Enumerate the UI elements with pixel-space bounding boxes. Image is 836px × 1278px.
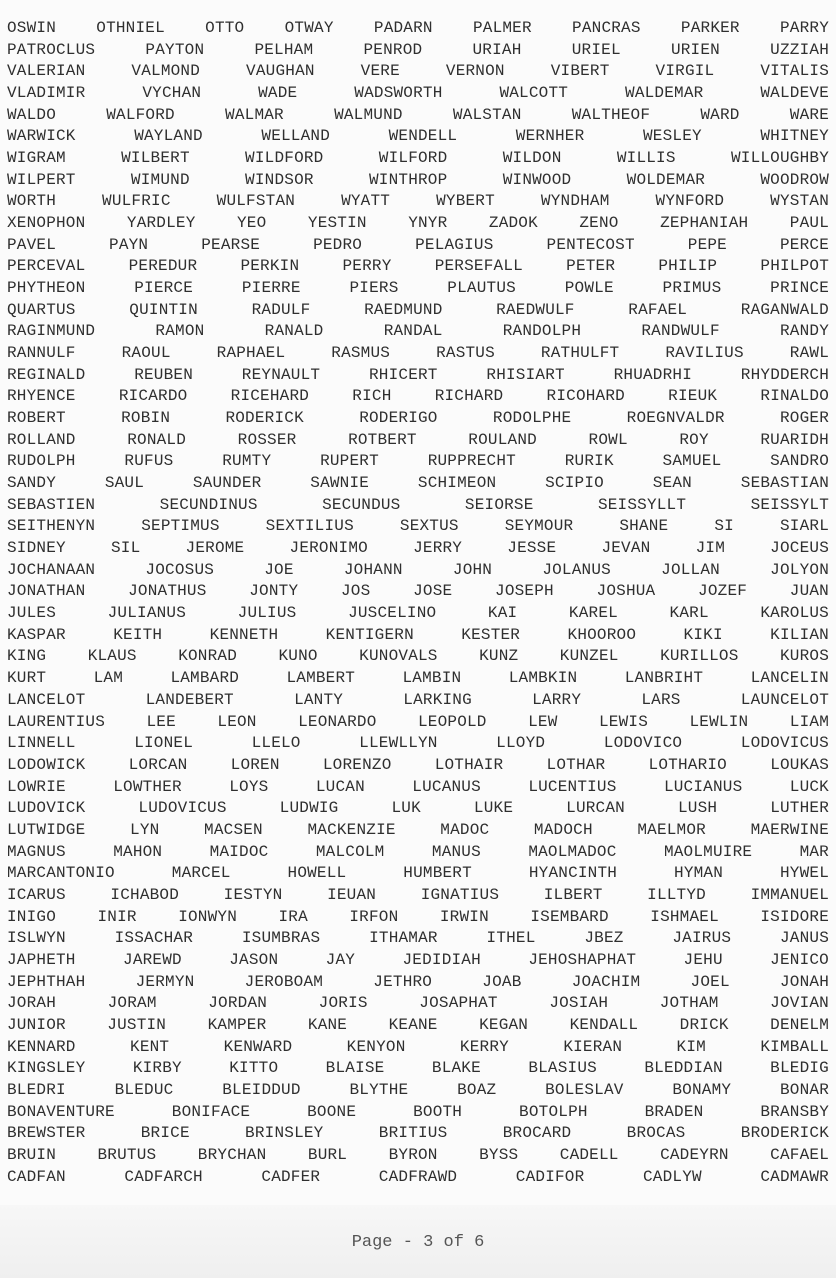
text-line: KURT LAM LAMBARD LAMBERT LAMBIN LAMBKIN LANBRIHT LANCELIN — [7, 669, 829, 688]
text-line: ISLWYN ISSACHAR ISUMBRAS ITHAMAR ITHEL JBEZ JAIRUS JANUS — [7, 929, 829, 948]
text-line: JORAH JORAM JORDAN JORIS JOSAPHAT JOSIAH JOTHAM JOVIAN — [7, 994, 829, 1013]
text-line: WILPERT WIMUND WINDSOR WINTHROP WINWOOD WOLDEMAR WOODROW — [7, 170, 829, 189]
text-line: JONATHAN JONATHUS JONTY JOS JOSE JOSEPH JOSHUA JOZEF JUAN — [7, 582, 829, 601]
text-line: VLADIMIR VYCHAN WADE WADSWORTH WALCOTT WALDEMAR WALDEVE — [7, 84, 829, 103]
text-line: XENOPHON YARDLEY YEO YESTIN YNYR ZADOK ZENO ZEPHANIAH PAUL — [7, 214, 829, 233]
text-line: KENNARD KENT KENWARD KENYON KERRY KIERAN KIM KIMBALL — [7, 1037, 829, 1056]
text-line: KING KLAUS KONRAD KUNO KUNOVALS KUNZ KUNZEL KURILLOS KUROS — [7, 647, 829, 666]
text-line: ROBERT ROBIN RODERICK RODERIGO RODOLPHE ROEGNVALDR ROGER — [7, 409, 829, 428]
text-line: RAGINMUND RAMON RANALD RANDAL RANDOLPH RANDWULF RANDY — [7, 322, 829, 341]
text-line: OSWIN OTHNIEL OTTO OTWAY PADARN PALMER PANCRAS PARKER PARRY — [7, 19, 829, 37]
text-line: WIGRAM WILBERT WILDFORD WILFORD WILDON WILLIS WILLOUGHBY — [7, 149, 829, 168]
text-line: SEITHENYN SEPTIMUS SEXTILIUS SEXTUS SEYMOUR SHANE SI SIARL — [7, 517, 829, 536]
text-line: INIGO INIR IONWYN IRA IRFON IRWIN ISEMBARD ISHMAEL ISIDORE — [7, 907, 829, 926]
page-number: Page - 3 of 6 — [351, 1233, 485, 1252]
text-line: CADFAN CADFARCH CADFER CADFRAWD CADIFOR CADLYW CADMAWR — [7, 1167, 829, 1186]
text-line: SIDNEY SIL JEROME JERONIMO JERRY JESSE JEVAN JIM JOCEUS — [7, 539, 829, 558]
text-line: BREWSTER BRICE BRINSLEY BRITIUS BROCARD BROCAS BRODERICK — [7, 1124, 829, 1143]
text-line: PAVEL PAYN PEARSE PEDRO PELAGIUS PENTECOST PEPE PERCE — [7, 235, 829, 254]
text-line: RUDOLPH RUFUS RUMTY RUPERT RUPPRECHT RURIK SAMUEL SANDRO — [7, 452, 829, 471]
text-line: KINGSLEY KIRBY KITTO BLAISE BLAKE BLASIUS BLEDDIAN BLEDIG — [7, 1059, 829, 1078]
text-line: LANCELOT LANDEBERT LANTY LARKING LARRY LARS LAUNCELOT — [7, 690, 829, 709]
text-line: MARCANTONIO MARCEL HOWELL HUMBERT HYANCINTH HYMAN HYWEL — [7, 864, 829, 883]
text-line: PERCEVAL PEREDUR PERKIN PERRY PERSEFALL PETER PHILIP PHILPOT — [7, 257, 829, 276]
text-line: LUTWIDGE LYN MACSEN MACKENZIE MADOC MADOCH MAELMOR MAERWINE — [7, 820, 829, 839]
text-line: LINNELL LIONEL LLELO LLEWLLYN LLOYD LODOVICO LODOVICUS — [7, 734, 829, 753]
text-line: LOWRIE LOWTHER LOYS LUCAN LUCANUS LUCENTIUS LUCIANUS LUCK — [7, 777, 829, 796]
text-line: LAURENTIUS LEE LEON LEONARDO LEOPOLD LEW LEWIS LEWLIN LIAM — [7, 712, 829, 731]
text-line: WALDO WALFORD WALMAR WALMUND WALSTAN WALTHEOF WARD WARE — [7, 105, 829, 124]
text-line: ROLLAND RONALD ROSSER ROTBERT ROULAND ROWL ROY RUARIDH — [7, 430, 829, 449]
text-line: MAGNUS MAHON MAIDOC MALCOLM MANUS MAOLMADOC MAOLMUIRE MAR — [7, 842, 829, 861]
text-line: SANDY SAUL SAUNDER SAWNIE SCHIMEON SCIPIO SEAN SEBASTIAN — [7, 474, 829, 493]
text-line: BONAVENTURE BONIFACE BOONE BOOTH BOTOLPH BRADEN BRANSBY — [7, 1102, 829, 1121]
text-line: JEPHTHAH JERMYN JEROBOAM JETHRO JOAB JOACHIM JOEL JONAH — [7, 972, 829, 991]
text-line: REGINALD REUBEN REYNAULT RHICERT RHISIART RHUADRHI RHYDDERCH — [7, 365, 829, 384]
text-line: ICARUS ICHABOD IESTYN IEUAN IGNATIUS ILBERT ILLTYD IMMANUEL — [7, 885, 829, 904]
text-line: RHYENCE RICARDO RICEHARD RICH RICHARD RICOHARD RIEUK RINALDO — [7, 387, 829, 406]
text-line: LODOWICK LORCAN LOREN LORENZO LOTHAIR LOTHAR LOTHARIO LOUKAS — [7, 755, 829, 774]
text-line: JUNIOR JUSTIN KAMPER KANE KEANE KEGAN KENDALL DRICK DENELM — [7, 1015, 829, 1034]
text-line: KASPAR KEITH KENNETH KENTIGERN KESTER KHOOROO KIKI KILIAN — [7, 625, 829, 644]
text-line: QUARTUS QUINTIN RADULF RAEDMUND RAEDWULF RAFAEL RAGANWALD — [7, 300, 829, 319]
text-line: WORTH WULFRIC WULFSTAN WYATT WYBERT WYNDHAM WYNFORD WYSTAN — [7, 192, 829, 211]
text-line: JOCHANAAN JOCOSUS JOE JOHANN JOHN JOLANUS JOLLAN JOLYON — [7, 560, 829, 579]
text-line: RANNULF RAOUL RAPHAEL RASMUS RASTUS RATHULFT RAVILIUS RAWL — [7, 344, 829, 363]
text-line: JAPHETH JAREWD JASON JAY JEDIDIAH JEHOSHAPHAT JEHU JENICO — [7, 950, 829, 969]
text-line: BLEDRI BLEDUC BLEIDDUD BLYTHE BOAZ BOLESLAV BONAMY BONAR — [7, 1080, 829, 1099]
text-line: WARWICK WAYLAND WELLAND WENDELL WERNHER WESLEY WHITNEY — [7, 127, 829, 146]
text-line: LUDOVICK LUDOVICUS LUDWIG LUK LUKE LURCAN LUSH LUTHER — [7, 799, 829, 818]
text-line: BRUIN BRUTUS BRYCHAN BURL BYRON BYSS CADELL CADEYRN CAFAEL — [7, 1145, 829, 1164]
text-line: SEBASTIEN SECUNDINUS SECUNDUS SEIORSE SEISSYLLT SEISSYLT — [7, 495, 829, 514]
text-line: VALERIAN VALMOND VAUGHAN VERE VERNON VIBERT VIRGIL VITALIS — [7, 62, 829, 81]
text-line: PATROCLUS PAYTON PELHAM PENROD URIAH URIEL URIEN UZZIAH — [7, 40, 829, 59]
name-list — [7, 18, 829, 1188]
text-line: PHYTHEON PIERCE PIERRE PIERS PLAUTUS POWLE PRIMUS PRINCE — [7, 279, 829, 298]
text-line: JULES JULIANUS JULIUS JUSCELINO KAI KAREL KARL KAROLUS — [7, 604, 829, 623]
